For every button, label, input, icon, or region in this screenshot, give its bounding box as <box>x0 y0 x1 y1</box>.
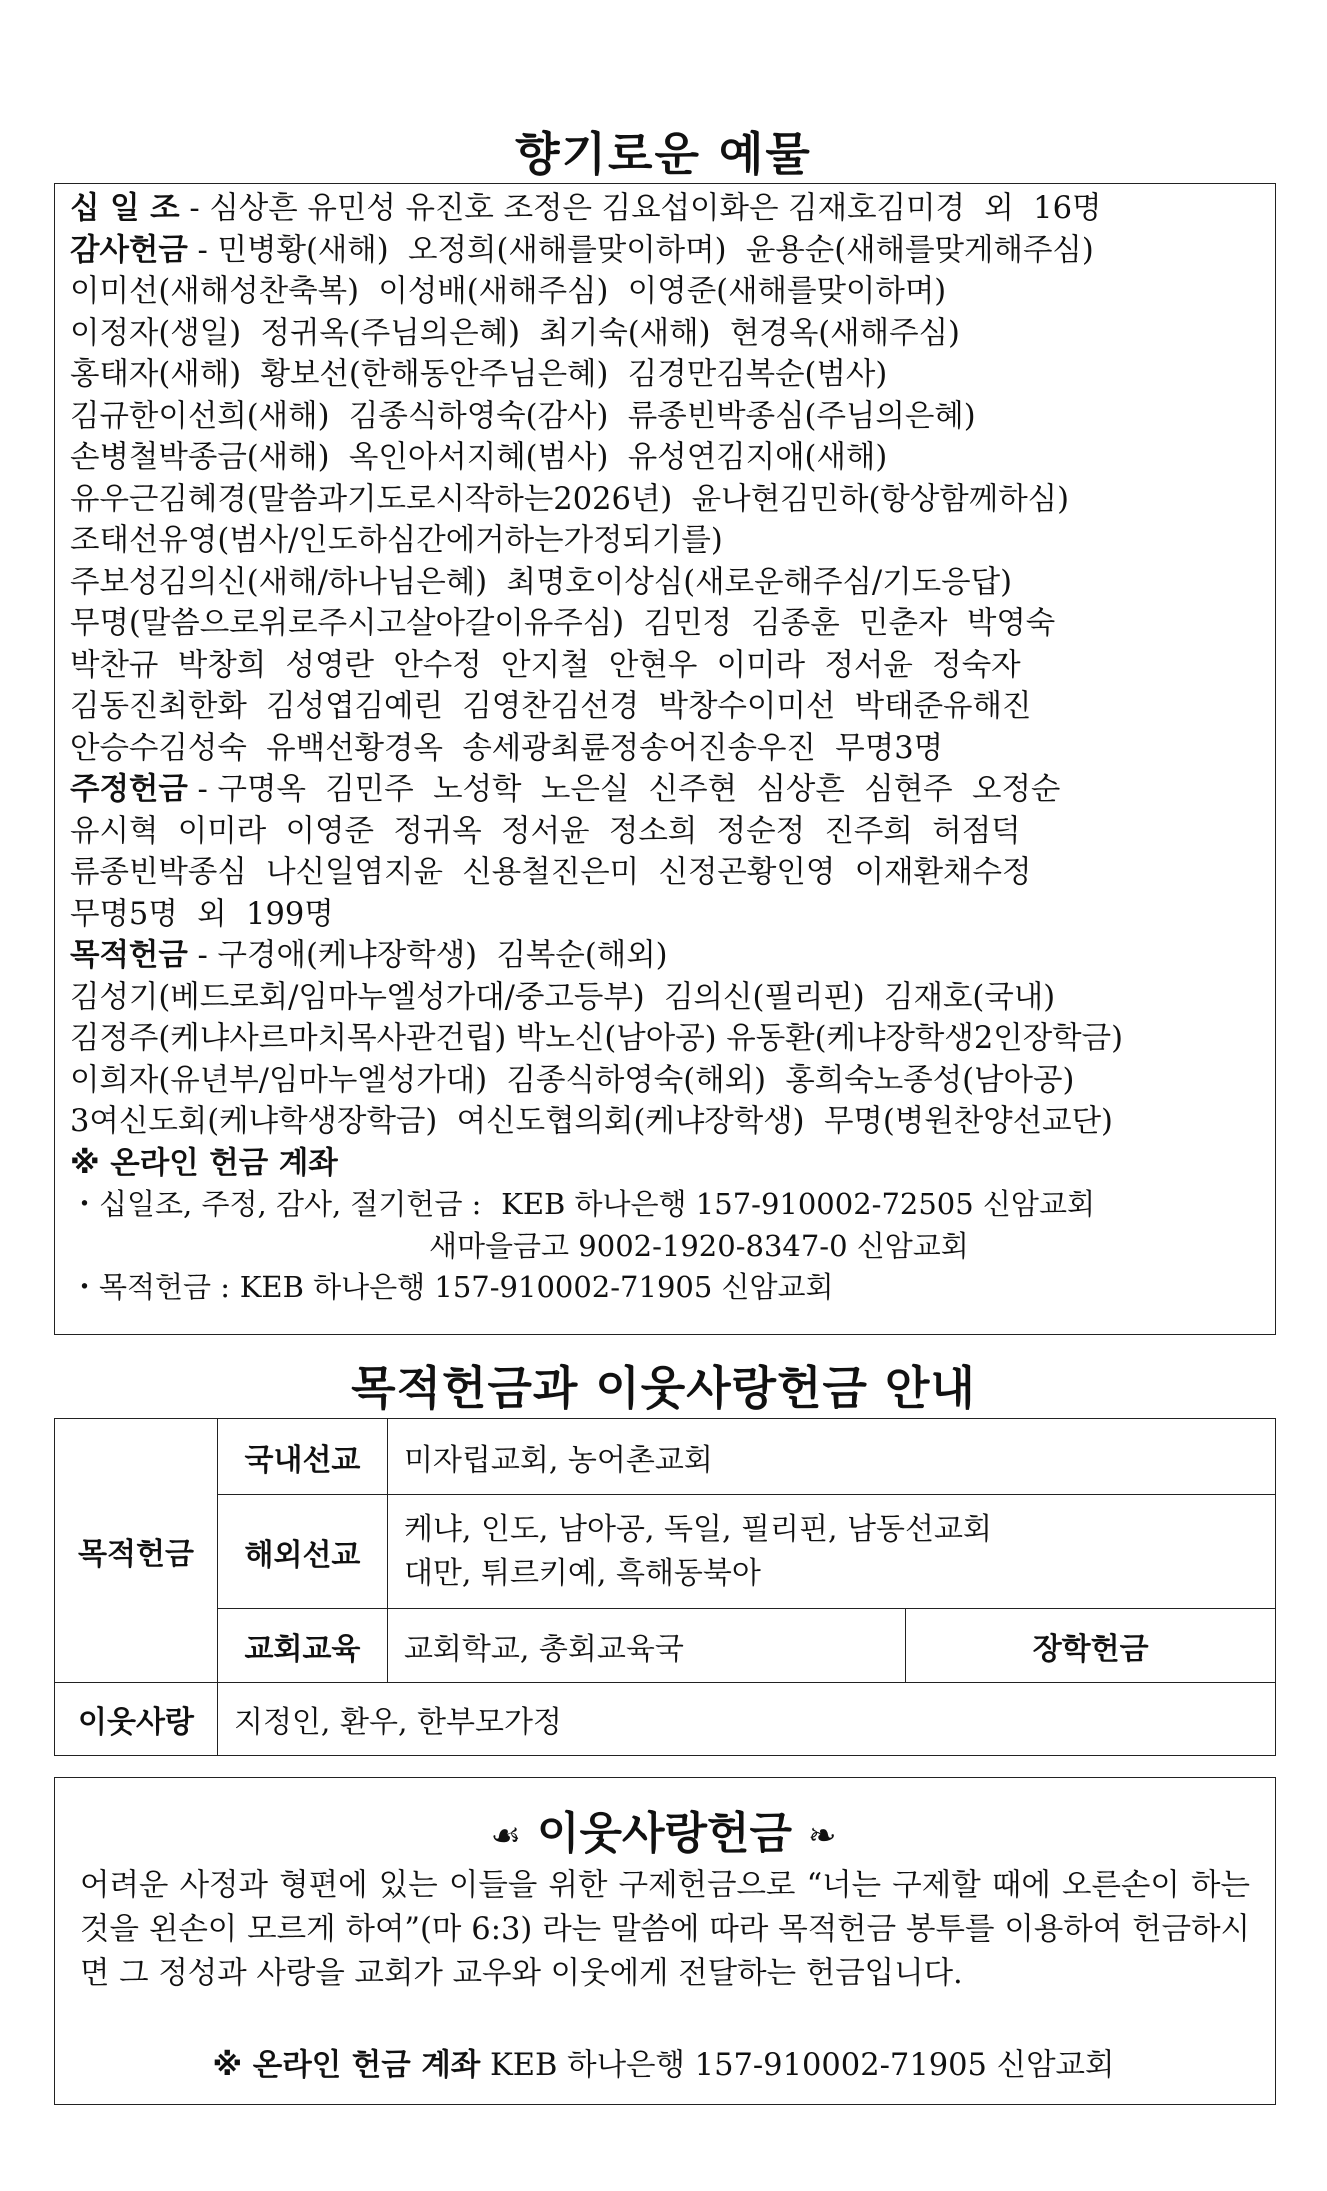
offering-names: 손병철박종금(새해) 옥인아서지혜(범사) 유성연김지애(새해) <box>70 440 888 475</box>
offering-category-label: 목적헌금 <box>70 938 188 973</box>
domestic-label: 국내선교 <box>217 1419 387 1495</box>
account1-label: ・십일조, 주정, 감사, 절기헌금 : <box>70 1187 482 1221</box>
offering-line <box>70 520 1270 562</box>
offering-line <box>70 437 1270 479</box>
offering-names: 주보성김의신(새해/하나님은혜) 최명호이상심(새로운해주심/기도응답) <box>70 564 1012 600</box>
offering-names: 김규한이선희(새해) 김종식하영숙(감사) 류종빈박종심(주님의은혜) <box>70 398 976 434</box>
offering-names: 김동진최한화 김성엽김예린 김영찬김선경 박창수이미선 박태준유해진 <box>70 689 1032 724</box>
offering-names: - 구명옥 김민주 노성학 노은실 신주현 심상흔 심현주 오정순 <box>187 772 1061 807</box>
offering-names: 무명5명 외 199명 <box>70 896 334 932</box>
offering-names: 무명(말씀으로위로주시고살아갈이유주심) 김민정 김종훈 민춘자 박영숙 <box>70 606 1056 641</box>
account3-label: ・목적헌금 : <box>70 1270 231 1304</box>
neighbor-online-label: ※ 온라인 헌금 계좌 <box>212 2048 481 2083</box>
offering-line <box>70 769 1270 811</box>
ornament-right-icon: ❧ <box>808 1816 837 1856</box>
offering-list <box>70 188 1270 1309</box>
offering-names: 이희자(유년부/임마누엘성가대) 김종식하영숙(해외) 홍희숙노종성(남아공) <box>70 1062 1075 1098</box>
offering-line <box>70 1101 1270 1143</box>
offering-line <box>70 230 1270 272</box>
offering-names: 박찬규 박창희 성영란 안수정 안지철 안현우 이미라 정서윤 정숙자 <box>70 647 1021 683</box>
offering-line <box>70 354 1270 396</box>
offering-line <box>70 894 1270 936</box>
offering-line <box>70 1018 1270 1060</box>
offering-line <box>70 686 1270 728</box>
offering-line <box>70 728 1270 770</box>
neighbor-paragraph: 어려운 사정과 형편에 있는 이들을 위한 구제헌금으로 “너는 구제할 때에 오른손이 하는 것을 왼손이 모르게 하여”(마 6:3) 라는 말씀에 따라 목적헌금 봉투를 이용하여 헌금하시면 그 정성과 사랑을 교회가 교우와 이웃에게 전달하는 헌금입니다. <box>80 1868 1250 1991</box>
purpose-label: 목적헌금 <box>55 1419 218 1683</box>
guide-table <box>54 1418 1276 1756</box>
offering-names: 이미선(새해성찬축복) 이성배(새해주심) 이영준(새해를맞이하며) <box>70 274 947 309</box>
overseas-value <box>387 1495 1275 1609</box>
edu-label: 교회교육 <box>217 1609 387 1683</box>
offering-line <box>70 562 1270 604</box>
offering-line <box>70 603 1270 645</box>
offering-line <box>70 396 1270 438</box>
overseas-line1: 케냐, 인도, 남아공, 독일, 필리핀, 남동선교회 <box>403 1511 992 1547</box>
ornament-left-icon: ☙ <box>490 1816 521 1856</box>
domestic-value: 미자립교회, 농어촌교회 <box>387 1419 1275 1495</box>
offering-names: 류종빈박종심 나신일염지윤 신용철진은미 신정곤황인영 이재환채수정 <box>70 855 1032 890</box>
offering-names: 조태선유영(범사/인도하심간에거하는가정되기를) <box>70 523 723 558</box>
offering-line <box>70 1060 1270 1102</box>
offering-names: 안승수김성숙 유백선황경옥 송세광최륜정송어진송우진 무명3명 <box>70 730 944 766</box>
overseas-label: 해외선교 <box>217 1495 387 1609</box>
offering-names: 3여신도회(케냐학생장학금) 여신도협의회(케냐장학생) 무명(병원찬양선교단) <box>70 1104 1113 1139</box>
neighbor-label: 이웃사랑 <box>55 1683 218 1756</box>
offering-line <box>70 811 1270 853</box>
offering-names: 김정주(케냐사르마치목사관건립) 박노신(남아공) 유동환(케냐장학생2인장학금) <box>70 1021 1124 1056</box>
offering-names: 유시혁 이미라 이영준 정귀옥 정서윤 정소희 정순정 진주희 허점덕 <box>70 813 1021 849</box>
neighbor-online <box>0 2044 1327 2088</box>
offering-line <box>70 645 1270 687</box>
offering-line <box>70 935 1270 977</box>
offering-names: 이정자(생일) 정귀옥(주님의은혜) 최기숙(새해) 현경옥(새해주심) <box>70 315 960 351</box>
account1-value: KEB 하나은행 157-910002-72505 신암교회 <box>501 1187 1095 1221</box>
neighbor-value: 지정인, 환우, 한부모가정 <box>217 1683 1275 1756</box>
offering-line <box>70 977 1270 1019</box>
offering-line <box>70 313 1270 355</box>
offering-line <box>70 271 1270 313</box>
offering-line <box>70 479 1270 521</box>
offering-title: 향기로운 예물 <box>515 127 812 181</box>
neighbor-heading <box>0 1797 1327 1861</box>
offering-line <box>70 188 1270 230</box>
account2-value: 새마을금고 9002-1920-8347-0 신암교회 <box>429 1228 969 1263</box>
offering-names: - 민병황(새해) 오정희(새해를맞이하며) 윤용순(새해를맞게해주심) <box>187 232 1094 268</box>
offering-names: 유우근김혜경(말씀과기도로시작하는2026년) 윤나현김민하(항상함께하심) <box>70 481 1070 517</box>
guide-title: 목적헌금과 이웃사랑헌금 안내 <box>351 1361 976 1415</box>
offering-category-label: 주정헌금 <box>70 772 188 807</box>
account3-value: KEB 하나은행 157-910002-71905 신암교회 <box>239 1270 834 1304</box>
offering-names: - 심상흔 유민성 유진호 조정은 김요섭이화은 김재호김미경 외 16명 <box>179 191 1102 226</box>
offering-category-label: 십 일 조 <box>70 191 180 226</box>
edu-value: 교회학교, 총회교육국 <box>387 1609 905 1683</box>
scholarship-label: 장학헌금 <box>906 1609 1276 1683</box>
offering-names: 김성기(베드로회/임마누엘성가대/중고등부) 김의신(필리핀) 김재호(국내) <box>70 979 1056 1015</box>
offering-names: 홍태자(새해) 황보선(한해동안주님은혜) 김경만김복순(범사) <box>70 357 888 392</box>
neighbor-title: 이웃사랑헌금 <box>536 1808 792 1859</box>
overseas-line2: 대만, 튀르키예, 흑해동북아 <box>403 1555 761 1591</box>
neighbor-online-value: KEB 하나은행 157-910002-71905 신암교회 <box>489 2048 1115 2083</box>
online-account-heading: ※ 온라인 헌금 계좌 <box>70 1145 338 1181</box>
offering-line <box>70 852 1270 894</box>
offering-category-label: 감사헌금 <box>70 232 188 268</box>
offering-names: - 구경애(케냐장학생) 김복순(해외) <box>187 938 668 973</box>
